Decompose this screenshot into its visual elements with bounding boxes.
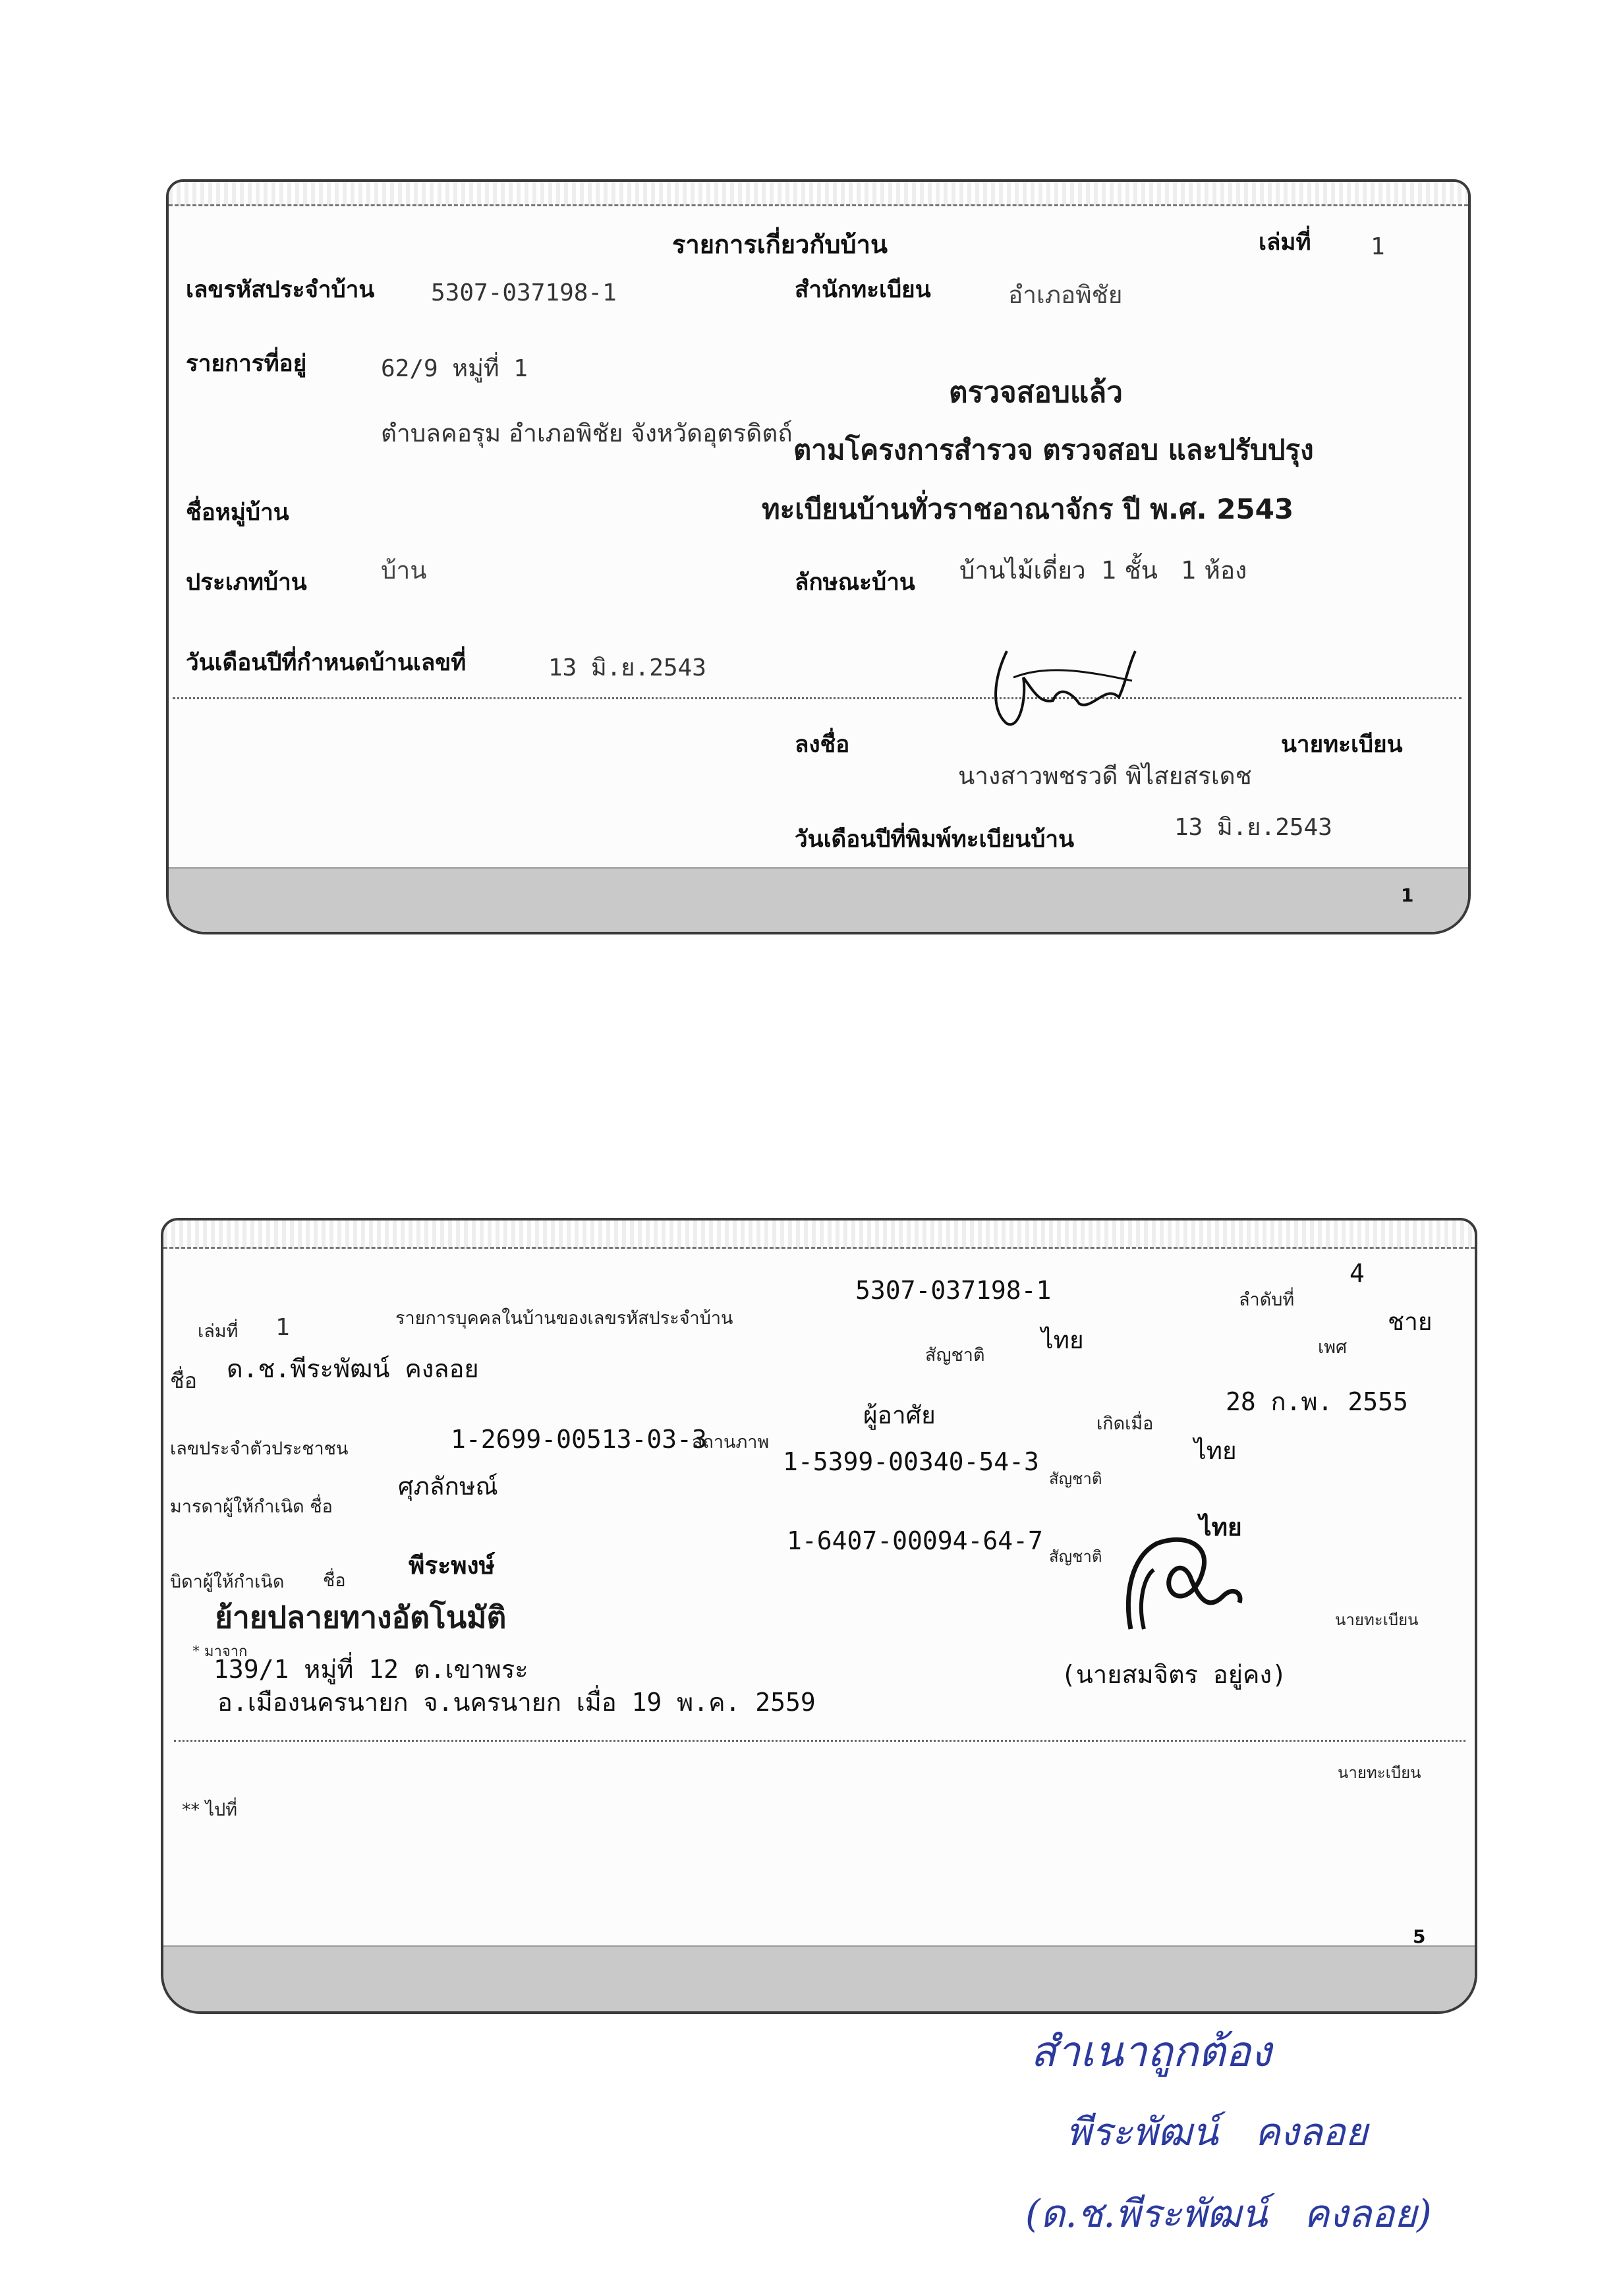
certified-copy-line2: พีระพัฒน์ คงลอย	[1066, 2109, 1368, 2154]
auto-move-title: ย้ายปลายทางอัตโนมัติ	[215, 1599, 507, 1635]
to-label: ** ไปที่	[182, 1800, 238, 1820]
house-type-label: ประเภทบ้าน	[186, 569, 307, 596]
mother-label: มารดาผู้ให้กำเนิด ชื่อ	[170, 1497, 333, 1517]
verified-stamp-line3: ทะเบียนบ้านทั่วราชอาณาจักร ปี พ.ศ. 2543	[762, 493, 1294, 525]
father-label: บิดาผู้ให้กำเนิด	[170, 1572, 285, 1592]
card2-divider	[174, 1740, 1465, 1742]
house-char-label: ลักษณะบ้าน	[795, 569, 915, 596]
father-name-label: ชื่อ	[323, 1570, 346, 1591]
from-line2: อ.เมืองนครนายก จ.นครนายก เมื่อ 19 พ.ค. 2559	[217, 1688, 816, 1717]
father-nat-label: สัญชาติ	[1049, 1547, 1102, 1566]
card2-registrar-label-2: นายทะเบียน	[1338, 1764, 1421, 1782]
sex-label: เพศ	[1318, 1337, 1348, 1358]
card1-book-label: เล่มที่	[1259, 229, 1311, 256]
verified-stamp-line1: ตรวจสอบแล้ว	[949, 376, 1123, 409]
id-label: เลขประจำตัวประชาชน	[170, 1439, 349, 1459]
address-label: รายการที่อยู่	[186, 351, 307, 377]
order-label: ลำดับที่	[1239, 1290, 1295, 1310]
person-name: ด.ช.พีระพัฒน์ คงลอย	[227, 1354, 479, 1383]
father-id: 1-6407-00094-64-7	[787, 1526, 1043, 1555]
card2-page-number: 5	[1413, 1926, 1426, 1947]
nationality-label: สัญชาติ	[925, 1345, 985, 1365]
card2-book-label: เล่มที่	[198, 1321, 239, 1342]
card2-registrar-name: (นายสมจิตร อยู่คง)	[1061, 1660, 1287, 1689]
card1-title: รายการเกี่ยวกับบ้าน	[672, 230, 888, 259]
print-date-label: วันเดือนปีที่พิมพ์ทะเบียนบ้าน	[795, 826, 1074, 853]
mother-nat: ไทย	[1194, 1437, 1237, 1465]
registrar-signature-2	[1118, 1530, 1249, 1636]
sign-label: ลงชื่อ	[795, 732, 850, 758]
registrar-signature-1	[987, 638, 1145, 737]
registry-office-value: อำเภอพิชัย	[1008, 281, 1123, 309]
card2-header-label: รายการบุคคลในบ้านของเลขรหัสประจำบ้าน	[395, 1308, 733, 1329]
birth-date: 28 ก.พ. 2555	[1226, 1387, 1408, 1416]
mother-name: ศุภลักษณ์	[398, 1472, 498, 1501]
house-char-value: บ้านไม้เดี่ยว 1 ชั้น 1 ห้อง	[959, 556, 1247, 585]
print-date-value: 13 มิ.ย.2543	[1174, 814, 1332, 841]
status-value: ผู้อาศัย	[863, 1401, 936, 1429]
from-line1: 139/1 หมู่ที่ 12 ต.เขาพระ	[213, 1655, 528, 1684]
from-label: * มาจาก	[192, 1644, 248, 1660]
registry-office-label: สำนักทะเบียน	[795, 277, 931, 303]
registrar-label: นายทะเบียน	[1281, 732, 1403, 758]
birth-label: เกิดเมื่อ	[1096, 1414, 1154, 1434]
card-top-edge	[169, 182, 1468, 206]
address-line1: 62/9 หมู่ที่ 1	[381, 355, 528, 382]
verified-stamp-line2: ตามโครงการสำรวจ ตรวจสอบ และปรับปรุง	[793, 434, 1314, 466]
registrar-name: นางสาวพชรวดี พิไสยสรเดช	[958, 762, 1252, 790]
mother-id: 1-5399-00340-54-3	[783, 1447, 1039, 1476]
card-footer-band	[169, 867, 1468, 932]
address-line2: ตำบลคอรุม อำเภอพิชัย จังหวัดอุตรดิตถ์	[381, 419, 793, 447]
sex-value: ชาย	[1388, 1307, 1433, 1336]
village-label: ชื่อหมู่บ้าน	[186, 500, 289, 526]
father-name: พีระพงษ์	[409, 1551, 495, 1580]
card1-book-no: 1	[1371, 233, 1385, 260]
name-label: ชื่อ	[170, 1368, 197, 1393]
card2-registrar-label: นายทะเบียน	[1335, 1611, 1419, 1629]
certified-copy-line1: สำเนาถูกต้อง	[1031, 2028, 1272, 2077]
order-no: 4	[1349, 1259, 1365, 1288]
status-label: สถานภาพ	[692, 1432, 770, 1452]
assign-date-value: 13 มิ.ย.2543	[548, 654, 706, 681]
card2-house-code: 5307-037198-1	[855, 1276, 1052, 1305]
card-footer-band	[163, 1945, 1475, 2011]
house-code-value: 5307-037198-1	[431, 279, 617, 306]
certified-copy-line3: (ด.ช.พีระพัฒน์ คงลอย)	[1025, 2191, 1432, 2236]
card-top-edge	[163, 1220, 1475, 1249]
card1-page-number: 1	[1401, 884, 1414, 906]
assign-date-label: วันเดือนปีที่กำหนดบ้านเลขที่	[186, 650, 467, 676]
nationality-value: ไทย	[1041, 1326, 1084, 1354]
mother-nat-label: สัญชาติ	[1049, 1470, 1102, 1488]
house-code-label: เลขรหัสประจำบ้าน	[186, 277, 375, 303]
card1-divider	[173, 697, 1462, 699]
house-type-value: บ้าน	[381, 556, 427, 585]
id-number: 1-2699-00513-03-3	[451, 1425, 707, 1454]
card2-book-no: 1	[275, 1314, 290, 1341]
father-nat: ไทย	[1199, 1513, 1242, 1541]
